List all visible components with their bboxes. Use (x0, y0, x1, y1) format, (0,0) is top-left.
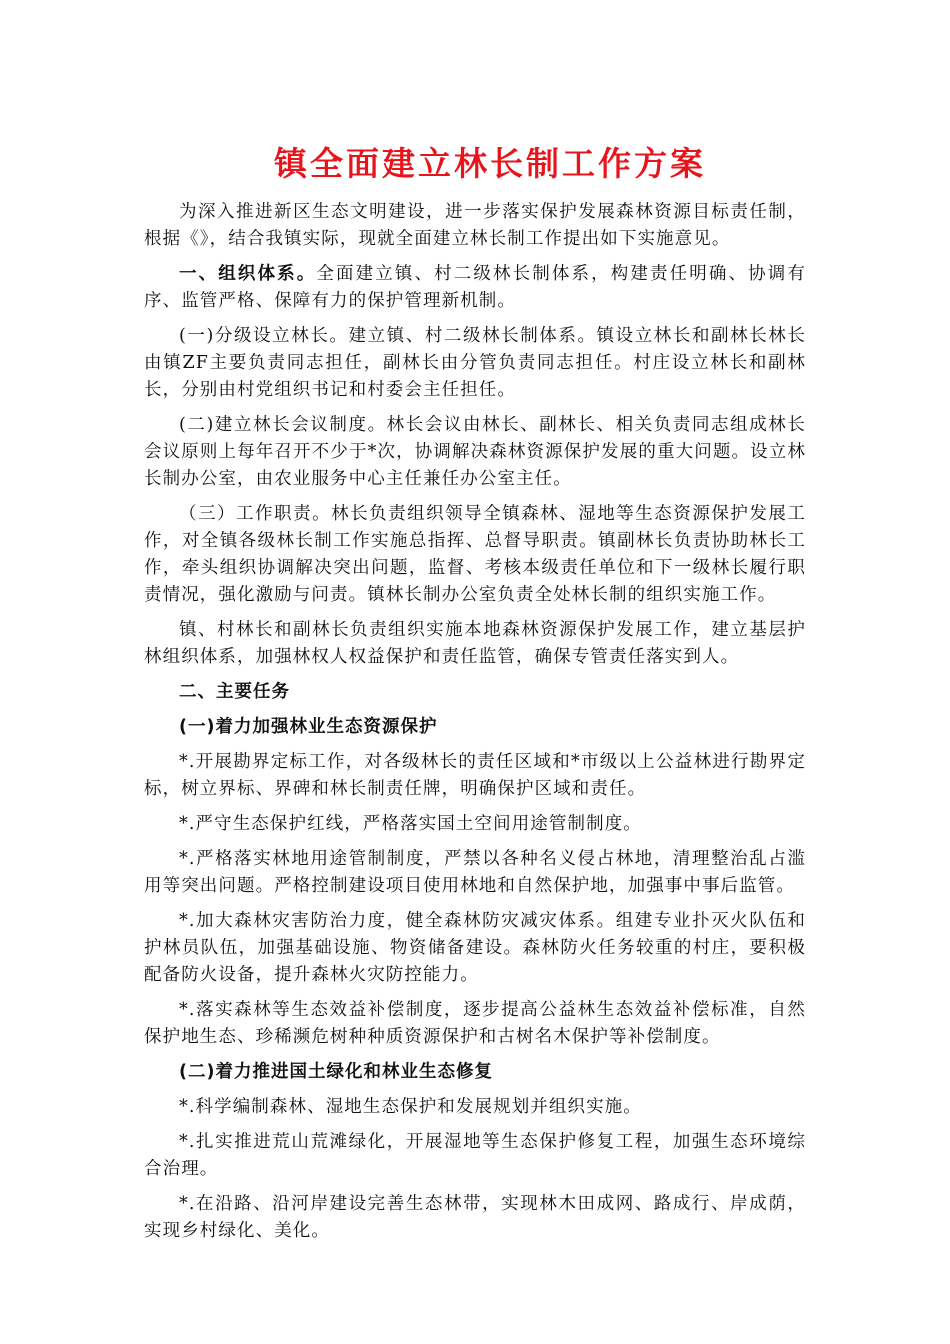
document-page (144, 128, 806, 1253)
subsection-tiered-chiefs: (一)分级设立林长。建立镇、村二级林长制体系。镇设立林长和副林长林长由镇ZF主要负责同志担任，副林长由分管负责同志担任。村庄设立林长和副林长，分别由村党组织书记和村委会主任担任。 (144, 326, 806, 400)
task1-item: *.严守生态保护红线，严格落实国土空间用途管制制度。 (179, 814, 642, 834)
section-organization-text: 全面建立镇、村二级林长制体系，构建责任明确、协调有序、监管严格、保障有力的保护管理新机制。 (144, 264, 807, 311)
task1-heading: (一)着力加强林业生态资源保护 (179, 717, 438, 737)
task1-item: *.落实森林等生态效益补偿制度，逐步提高公益林生态效益补偿标准，自然保护地生态、珍稀濒危树种种质资源保护和古树名木保护等补偿制度。 (144, 1000, 806, 1047)
document-title: 镇全面建立林长制工作方案 (274, 144, 706, 183)
section-organization (144, 261, 806, 315)
task2-item: *.科学编制森林、湿地生态保护和发展规划并组织实施。 (179, 1097, 642, 1117)
subsection-duties: （三）工作职责。林长负责组织领导全镇森林、湿地等生态资源保护发展工作，对全镇各级林长制工作实施总指挥、总督导职责。镇副林长负责协助林长工作，牵头组织协调解决突出问题，监督、考核本级责任单位和下一级林长履行职责情况，强化激励与问责。镇林长制办公室负责全处林长制的组织实施工作。 (144, 504, 806, 605)
subsection-meeting-system: (二)建立林长会议制度。林长会议由林长、副林长、相关负责同志组成林长会议原则上每年召开不少于*次，协调解决森林资源保护发展的重大问题。设立林长制办公室，由农业服务中心主任兼任办公室主任。 (144, 415, 806, 489)
subsection-village-duties: 镇、村林长和副林长负责组织实施本地森林资源保护发展工作，建立基层护林组织体系，加强林权人权益保护和责任监管，确保专管责任落实到人。 (144, 620, 806, 667)
section-organization-lead: 一、组织体系。 (179, 264, 317, 284)
task1-item: *.严格落实林地用途管制制度，严禁以各种名义侵占林地，清理整治乱占滥用等突出问题。严格控制建设项目使用林地和自然保护地，加强事中事后监管。 (144, 849, 806, 896)
task1-item: *.开展勘界定标工作，对各级林长的责任区域和*市级以上公益林进行勘界定标，树立界标、界碑和林长制责任牌，明确保护区域和责任。 (144, 752, 806, 799)
task1-item: *.加大森林灾害防治力度，健全森林防灾减灾体系。组建专业扑灭火队伍和护林员队伍，加强基础设施、物资储备建设。森林防火任务较重的村庄，要积极配备防火设备，提升森林火灾防控能力。 (144, 911, 806, 985)
task2-item: *.在沿路、沿河岸建设完善生态林带，实现林木田成网、路成行、岸成荫，实现乡村绿化、美化。 (144, 1194, 806, 1241)
task2-item: *.扎实推进荒山荒滩绿化，开展湿地等生态保护修复工程，加强生态环境综合治理。 (144, 1132, 806, 1179)
task2-heading: (二)着力推进国土绿化和林业生态修复 (179, 1062, 493, 1082)
intro-paragraph: 为深入推进新区生态文明建设，进一步落实保护发展森林资源目标责任制，根据《》，结合我镇实际，现就全面建立林长制工作提出如下实施意见。 (144, 202, 806, 249)
section-main-tasks-heading: 二、主要任务 (179, 682, 290, 702)
